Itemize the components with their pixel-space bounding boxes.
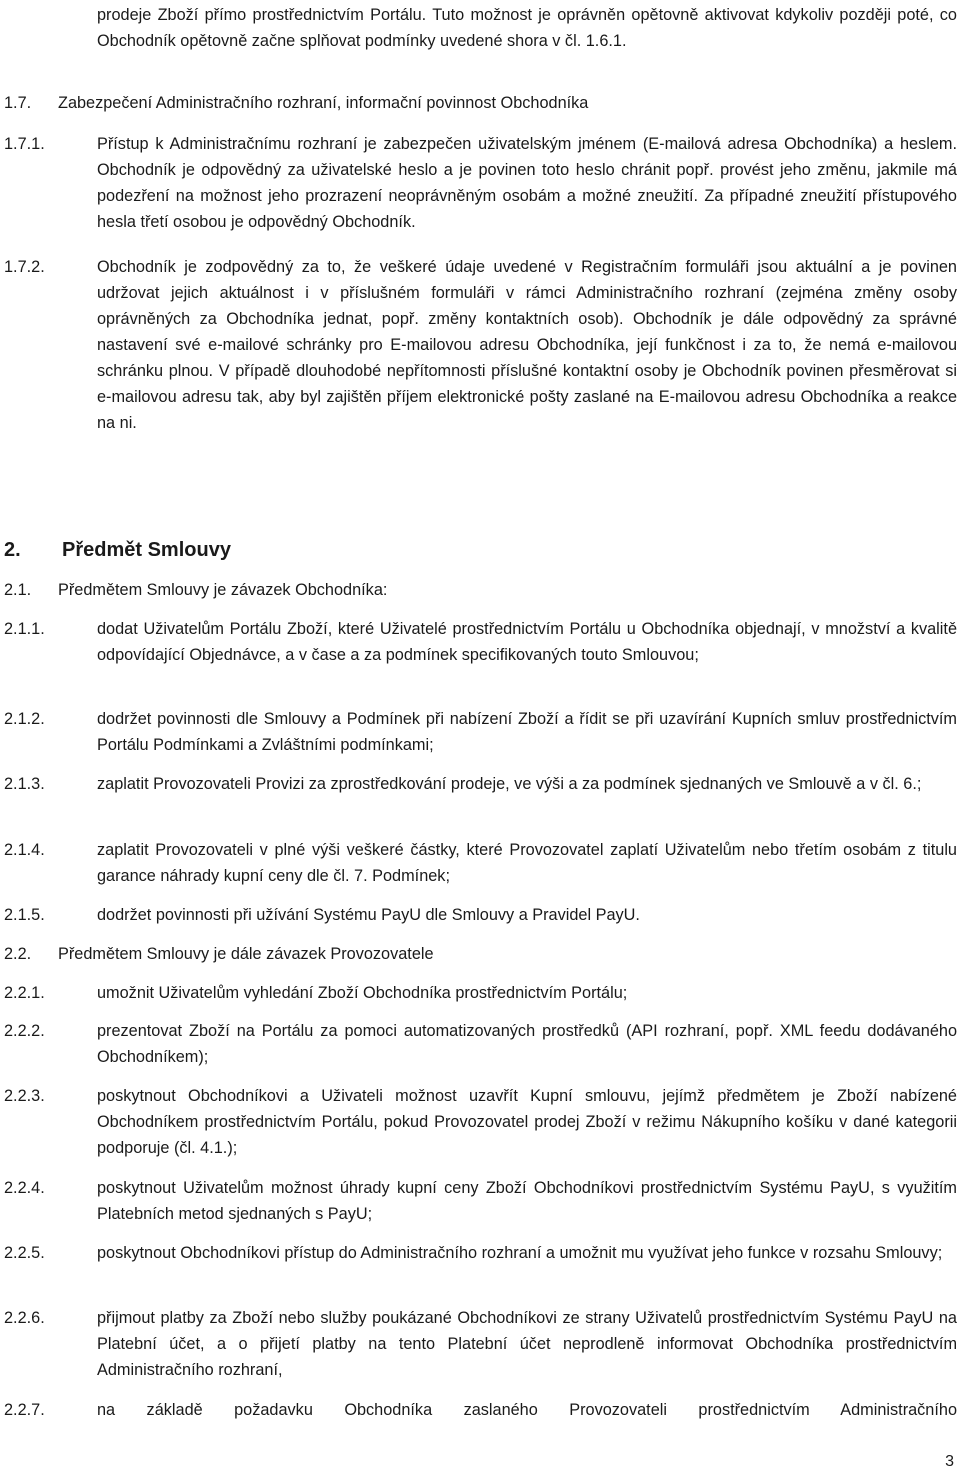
section-2-heading: [4, 537, 904, 563]
item-2-2-4-number: 2.2.4.: [4, 1179, 45, 1197]
item-2-1-2-number: 2.1.2.: [4, 710, 45, 728]
item-2-2-5-number: 2.2.5.: [4, 1244, 45, 1262]
item-2-1-4-number: 2.1.4.: [4, 841, 45, 859]
section-2-1-title: Předmětem Smlouvy je závazek Obchodníka:: [58, 581, 388, 599]
item-2-1-3-text: zaplatit Provozovateli Provizi za zprostředkování prodeje, ve výši a za podmínek sjednaných ve Smlouvě a v čl. 6.;: [97, 775, 922, 793]
section-2-number: 2.: [4, 539, 21, 561]
item-2-2-3-text: poskytnout Obchodníkovi a Uživateli možnost uzavřít Kupní smlouvu, jejímž předmětem je Zboží nabízené Obchodníkem prostřednictvím Portálu, pokud Provozovatel prodej Zboží v režimu Nákupního košíku v dané kategorii podporuje (čl. 4.1.);: [97, 1087, 957, 1157]
item-2-1-5-text: dodržet povinnosti při užívání Systému PayU dle Smlouvy a Pravidel PayU.: [97, 906, 640, 924]
item-2-2-4-text: poskytnout Uživatelům možnost úhrady kupní ceny Zboží Obchodníkovi prostřednictvím Systému PayU, s využitím Platebních metod sjednaných s PayU;: [97, 1179, 957, 1223]
item-2-2-2-number: 2.2.2.: [4, 1022, 45, 1040]
section-1-7-number: 1.7.: [4, 94, 32, 112]
item-2-2-1-text: umožnit Uživatelům vyhledání Zboží Obchodníka prostřednictvím Portálu;: [97, 984, 628, 1002]
section-2-1-number: 2.1.: [4, 581, 32, 599]
item-2-2-7-text: na základě požadavku Obchodníka zaslaného Provozovateli prostřednictvím Administračního: [97, 1401, 957, 1419]
section-1-7-title: Zabezpečení Administračního rozhraní, informační povinnost Obchodníka: [58, 94, 589, 112]
item-2-2-6-text: přijmout platby za Zboží nebo služby poukázané Obchodníkovi ze strany Uživatelů prostřednictvím Systému PayU na Platební účet, a o přijetí platby na tento Platební účet neprodleně informovat Obchodníka prostřednictvím Administračního rozhraní,: [97, 1309, 957, 1379]
continuation-paragraph: prodeje Zboží přímo prostřednictvím Portálu. Tuto možnost je oprávněn opětovně aktivovat kdykoliv později poté, co Obchodník opětovně začne splňovat podmínky uvedené shora v čl. 1.6.1.: [97, 6, 957, 50]
item-2-1-5-number: 2.1.5.: [4, 906, 45, 924]
item-2-2-3-number: 2.2.3.: [4, 1087, 45, 1105]
item-1-7-1-text: Přístup k Administračnímu rozhraní je zabezpečen uživatelským jménem (E-mailová adresa Obchodníka) a heslem. Obchodník je odpovědný za uživatelské heslo a je povinen toto heslo chránit popř. provést jeho změnu, jakmile má podezření na možnost jeho prozrazení neoprávněným osobám a možné zneužití. Za případné zneužití přístupového hesla třetí osobou je odpovědný Obchodník.: [97, 135, 957, 231]
item-2-1-2-text: dodržet povinnosti dle Smlouvy a Podmínek při nabízení Zboží a řídit se při uzavírání Kupních smluv prostřednictvím Portálu Podmínkami a Zvláštními podmínkami;: [97, 710, 957, 754]
item-2-2-5-text: poskytnout Obchodníkovi přístup do Administračního rozhraní a umožnit mu využívat jeho funkce v rozsahu Smlouvy;: [97, 1244, 943, 1262]
item-1-7-1-number: 1.7.1.: [4, 135, 45, 153]
section-2-2-title: Předmětem Smlouvy je dále závazek Provozovatele: [58, 945, 434, 963]
item-2-2-7-number: 2.2.7.: [4, 1401, 45, 1419]
item-2-2-1-number: 2.2.1.: [4, 984, 45, 1002]
item-2-1-1-number: 2.1.1.: [4, 620, 45, 638]
item-2-1-4-text: zaplatit Provozovateli v plné výši veškeré částky, které Provozovatel zaplatí Uživatelům nebo třetím osobám z titulu garance náhrady kupní ceny dle čl. 7. Podmínek;: [97, 841, 957, 885]
item-2-1-3-number: 2.1.3.: [4, 775, 45, 793]
page-number: 3: [945, 1453, 954, 1470]
item-2-1-1-text: dodat Uživatelům Portálu Zboží, které Uživatelé prostřednictvím Portálu u Obchodníka objednají, v množství a kvalitě odpovídající Objednávce, a v čase a za podmínek specifikovaných touto Smlouvou;: [97, 620, 957, 664]
item-2-2-2-text: prezentovat Zboží na Portálu za pomoci automatizovaných prostředků (API rozhraní, popř. XML feedu dodávaného Obchodníkem);: [97, 1022, 957, 1066]
item-2-2-6-number: 2.2.6.: [4, 1309, 45, 1327]
section-2-title: Předmět Smlouvy: [62, 539, 231, 561]
item-1-7-2-number: 1.7.2.: [4, 258, 45, 276]
section-2-2-number: 2.2.: [4, 945, 32, 963]
item-1-7-2-text: Obchodník je zodpovědný za to, že veškeré údaje uvedené v Registračním formuláři jsou aktuální a je povinen udržovat jejich aktuálnost i v příslušném formuláři v rámci Administračního rozhraní (zejména změny osoby oprávněných za Obchodníka jednat, popř. změny kontaktních osob). Obchodník je dále odpovědný za správné nastavení své e-mailové schránky pro E-mailovou adresu Obchodníka, její funkčnost i za to, že nemá e-mailovou schránku plnou. V případě dlouhodobé nepřítomnosti příslušné kontaktní osoby je Obchodník povinen přesměrovat si e-mailovou adresu tak, aby byl zajištěn příjem elektronické pošty zaslané na E-mailovou adresu Obchodníka a reakce na ni.: [97, 258, 957, 432]
